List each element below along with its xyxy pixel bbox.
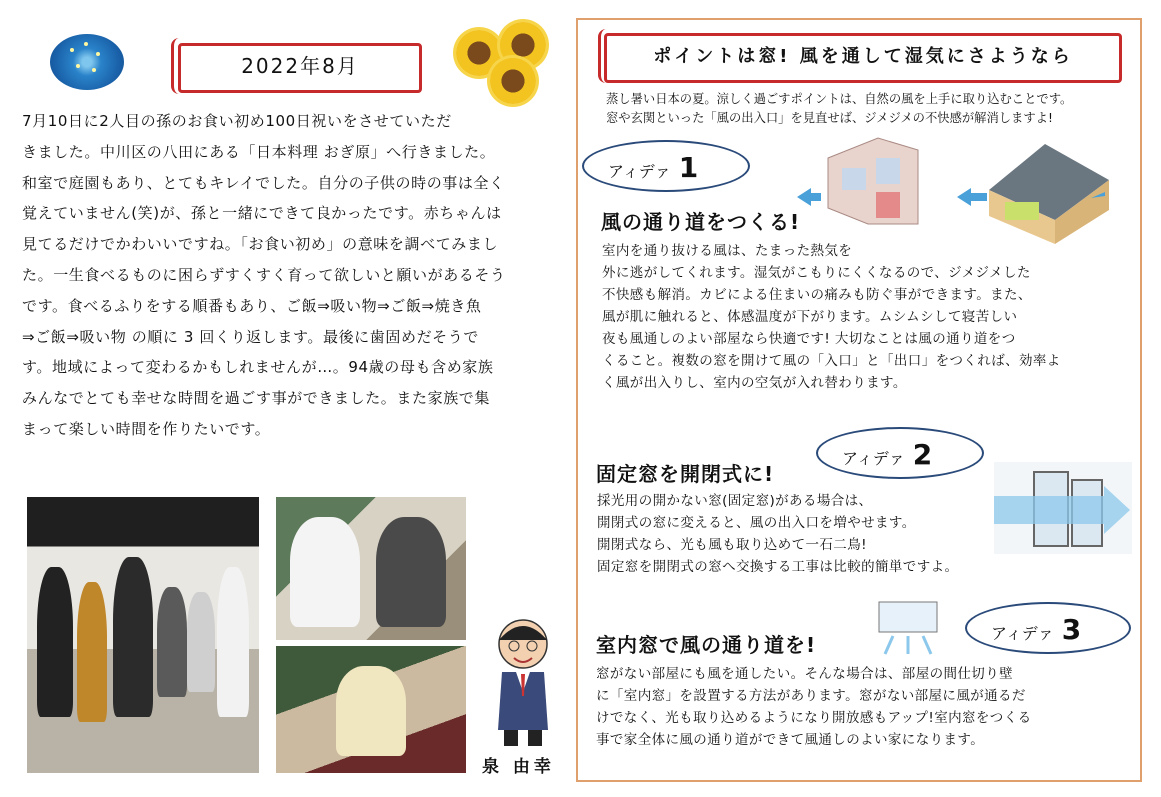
article-line: ⇒ご飯⇒吸い物 の順に 3 回くり返します。最後に歯固めだそうで (22, 327, 479, 346)
article-line: です。食べるふりをする順番もあり、ご飯⇒吸い物⇒ご飯⇒焼き魚 (22, 296, 482, 315)
tips-intro (606, 90, 1136, 128)
idea-1-line: く風が出入りし、室内の空気が入れ替わります。 (602, 375, 907, 391)
article-line: 和室で庭園もあり、とてもキレイでした。自分の子供の時の事は全く (22, 173, 505, 192)
article-body (22, 106, 567, 445)
date-title-text: 2022年8月 (241, 54, 359, 78)
sunflower-illustration (452, 22, 552, 108)
idea-2-line: 採光用の開かない窓(固定窓)がある場合は、 (597, 493, 873, 509)
article-line: 7月10日に2人目の孫のお食い初め100日祝いをさせていただ (22, 112, 452, 130)
baby-meal-photo (276, 497, 466, 640)
idea-1-heading: 風の通り道をつくる! (601, 210, 801, 234)
idea-2-badge (816, 427, 984, 479)
article-line: みんなでとても幸せな時間を過ごす事ができました。また家族で集 (22, 389, 491, 408)
idea-1-line: くること。複数の窓を開けて風の「入口」と「出口」をつくれば、効率よ (602, 353, 1061, 369)
article-line: す。地域によって変わるかもしれませんが…。94歳の母も含め家族 (22, 358, 494, 377)
idea-1-line: 不快感も解消。カビによる住まいの痛みも防ぐ事ができます。また、 (602, 287, 1032, 303)
idea-1-badge (582, 140, 750, 192)
idea-1-line: 室内を通り抜ける風は、たまった熱気を (602, 243, 853, 259)
idea-1-line: 風が肌に触れると、体感温度が下がります。ムシムシして寝苦しい (602, 309, 1018, 325)
idea-label: アィデァ (608, 162, 671, 181)
article-line: きました。中川区の八田にある「日本料理 おぎ原」へ行きました。 (22, 142, 496, 161)
author-caricature (490, 612, 556, 750)
idea-2-heading: 固定窓を開閉式に! (596, 462, 775, 486)
interior-window-illustration (873, 600, 943, 656)
idea-2-line: 固定窓を開閉式の窓へ交換する工事は比較的簡単ですよ。 (597, 559, 959, 575)
idea-2-body (597, 490, 997, 578)
article-line: 覚えていません(笑)が、孫と一緒にできて良かったです。赤ちゃんは (22, 204, 502, 223)
casement-window-illustration (994, 462, 1132, 554)
page-title-date (178, 43, 422, 93)
idea-2-line: 開閉式の窓に変えると、風の出入口を増やせます。 (597, 515, 916, 531)
idea-number: 2 (912, 438, 933, 471)
idea-3-body (596, 663, 1136, 751)
idea-label: アィデァ (842, 449, 905, 468)
japanese-house-illustration (985, 140, 1113, 244)
article-line: た。一生食べるものに困らずすくすく育って欲しいと願いがあるそう (22, 265, 506, 284)
idea-3-line: 事で家全体に風の通り道ができて風通しのよい家になります。 (596, 732, 985, 748)
idea-2-line: 開閉式なら、光も風も取り込めて一石二鳥! (597, 537, 867, 553)
idea-3-badge (965, 602, 1131, 654)
family-group-photo (27, 497, 259, 773)
baby-table-photo (276, 646, 466, 773)
article-line: まって楽しい時間を作りたいです。 (22, 419, 271, 438)
intro-line: 蒸し暑い日本の夏。涼しく過ごすポイントは、自然の風を上手に取り込むことです。 (606, 92, 1073, 106)
idea-label: アィデァ (991, 624, 1054, 643)
idea-3-heading: 室内窓で風の通り道を! (596, 633, 817, 657)
tips-title: ポイントは窓! 風を通して湿気にさようなら (604, 33, 1122, 83)
cross-ventilation-house-illustration (818, 128, 926, 228)
airflow-arrows (797, 182, 997, 212)
idea-3-line: に「室内窓」を設置する方法があります。窓がない部屋に風が通るだ (596, 688, 1026, 704)
idea-1-body (602, 240, 1122, 394)
idea-3-line: 窓がない部屋にも風を通したい。そんな場合は、部屋の間仕切り壁 (596, 666, 1013, 682)
idea-number: 3 (1061, 613, 1082, 646)
author-name: 泉 由幸 (482, 757, 555, 777)
fireworks-illustration (50, 34, 124, 90)
idea-1-line: 夜も風通しのよい部屋なら快適です! 大切なことは風の通り道をつ (602, 331, 1016, 347)
idea-3-line: けでなく、光も取り込めるようになり開放感もアップ!室内窓をつくる (596, 710, 1032, 726)
idea-1-line: 外に逃がしてくれます。湿気がこもりにくくなるので、ジメジメした (602, 265, 1031, 281)
idea-number: 1 (678, 151, 699, 184)
article-line: 見てるだけでかわいいですね。「お食い初め」の意味を調べてみまし (22, 235, 499, 254)
intro-line: 窓や玄関といった「風の出入口」を見直せば、ジメジメの不快感が解消しますよ! (606, 111, 1053, 125)
